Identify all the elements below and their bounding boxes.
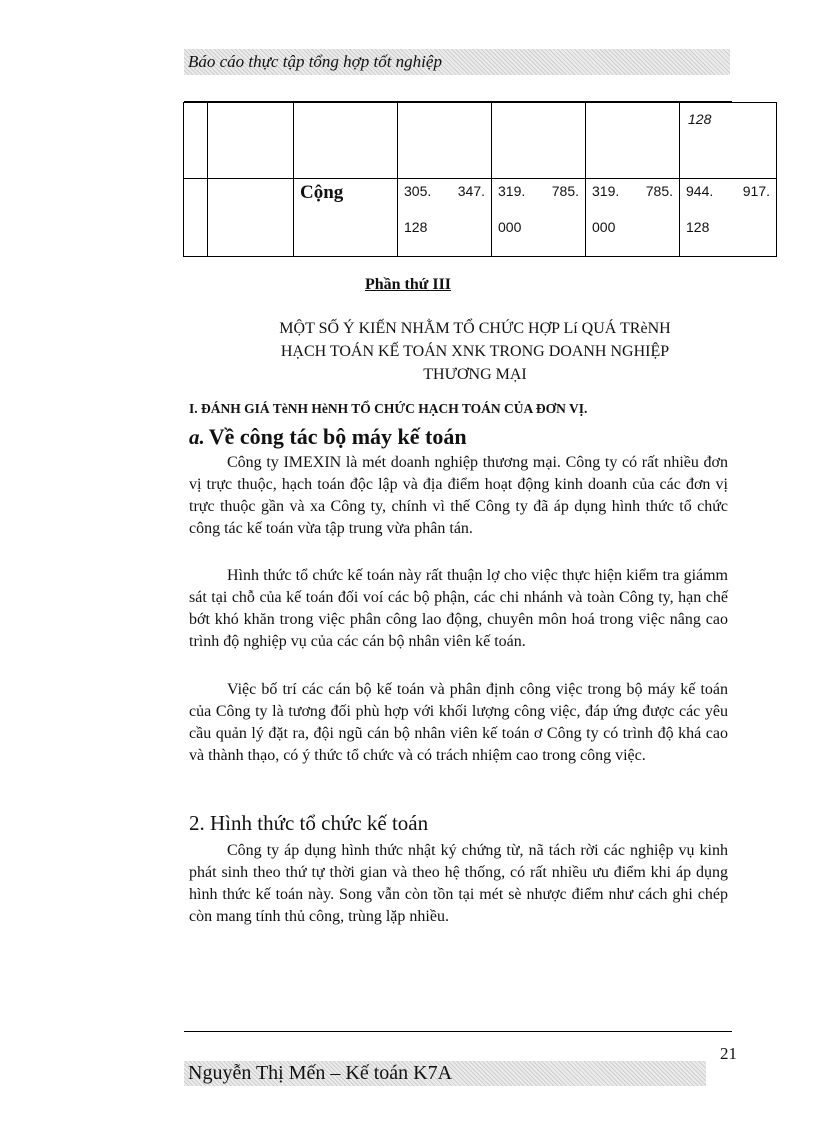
main-title-line: HẠCH TOÁN KẾ TOÁN XNK TRONG DOANH NGHIỆP (280, 343, 670, 360)
section-letter: a. (189, 425, 205, 449)
table-cell (398, 103, 492, 179)
paragraph: Việc bố trí các cán bộ kế toán và phân định công việc trong bộ máy kế toán của Công ty là tương đối phù hợp với khối lượng công việc, đáp ứng được các yêu cầu quản lý đặt ra, đội ngũ cán bộ nhân viên kế toán ơ Công ty có trình độ khá cao và thành thạo, có ý thức tổ chức và có trách nhiệm cao trong công việc. (189, 681, 728, 764)
table-cell (294, 179, 398, 257)
amount-part: 944. (686, 183, 714, 199)
amount-part: 785. (551, 183, 579, 199)
amount-part: 347. (457, 183, 485, 199)
main-title-line: MỘT SỐ Ý KIẾN NHẰM TỔ CHỨC HỢP Lí QUÁ TRèNH (279, 320, 671, 337)
amount-part: 319. (498, 183, 526, 199)
footer-author: Nguyễn Thị Mến – Kế toán K7A (188, 1062, 453, 1084)
amount-cell (492, 179, 586, 257)
data-table (183, 102, 777, 257)
section-heading-a (189, 424, 467, 450)
cell-value: 128 (688, 111, 712, 127)
page-number: 21 (720, 1044, 737, 1063)
amount-part: 128 (404, 219, 428, 235)
main-title (225, 317, 725, 386)
paragraph: Công ty áp dụng hình thức nhật ký chứng từ, nã tách rời các nghiệp vụ kinh phát sinh theo thứ tự thời gian và theo hệ thống, có rất nhiều ưu điểm khi áp dụng hình thức kế toán này. Song vẫn còn tồn tại mét sè nhược điểm như cách ghi chép còn mang tính thủ công, trùng lặp nhiều. (189, 842, 728, 925)
main-title-line: THƯƠNG MẠI (423, 366, 527, 383)
table-cell (586, 103, 680, 179)
amount-cell (586, 179, 680, 257)
amount-part: 128 (686, 219, 710, 235)
amount-part: 785. (645, 183, 673, 199)
table-cell (294, 103, 398, 179)
table-cell (492, 103, 586, 179)
paragraph: Hình thức tổ chức kế toán này rất thuận lợ cho việc thực hiện kiểm tra giámm sát tại chỗ của kế toán đối voí các bộ phận, các chi nhánh và toàn Công ty, hạn chế bớt khó khăn trong việc phân công lao động, chuyên môn hoá trong việc nâng cao trình độ nghiệp vụ của các cán bộ nhân viên kế toán. (189, 567, 728, 650)
amount-part: 319. (592, 183, 620, 199)
paragraph: Công ty IMEXIN là mét doanh nghiệp thương mại. Công ty có rất nhiều đơn vị trực thuộc, hạch toán độc lập và địa điểm hoạt động kinh doanh của các đơn vị trực thuộc gần và xa Công ty, chính vì thế Công ty đã áp dụng hình thức tổ chức công tác kế toán vừa tập trung vừa phân tán. (189, 454, 728, 537)
amount-part: 000 (498, 219, 522, 235)
section-heading-i: I. ĐÁNH GIÁ TèNH HèNH TỔ CHỨC HẠCH TOÁN CỦA ĐƠN VỊ. (189, 401, 588, 416)
table-cell (184, 179, 208, 257)
part-title-text: Phần thứ III (364, 276, 452, 293)
amount-cell (398, 179, 492, 257)
total-label: Cộng (300, 182, 344, 203)
table-cell (184, 103, 208, 179)
table-cell (680, 103, 777, 179)
amount-part: 917. (742, 183, 770, 199)
section-title: Về công tác bộ máy kế toán (208, 424, 467, 449)
footer-rule (184, 1031, 732, 1032)
section-heading-2: 2. Hình thức tổ chức kế toán (189, 811, 429, 835)
table-cell (208, 103, 294, 179)
amount-part: 305. (404, 183, 432, 199)
table-row-total (184, 179, 777, 257)
amount-cell (680, 179, 777, 257)
amount-part: 000 (592, 219, 616, 235)
table-row (184, 103, 777, 179)
header-title: Báo cáo thực tập tổng hợp tốt nghiệp (188, 52, 442, 71)
part-title (0, 276, 816, 294)
table-cell (208, 179, 294, 257)
